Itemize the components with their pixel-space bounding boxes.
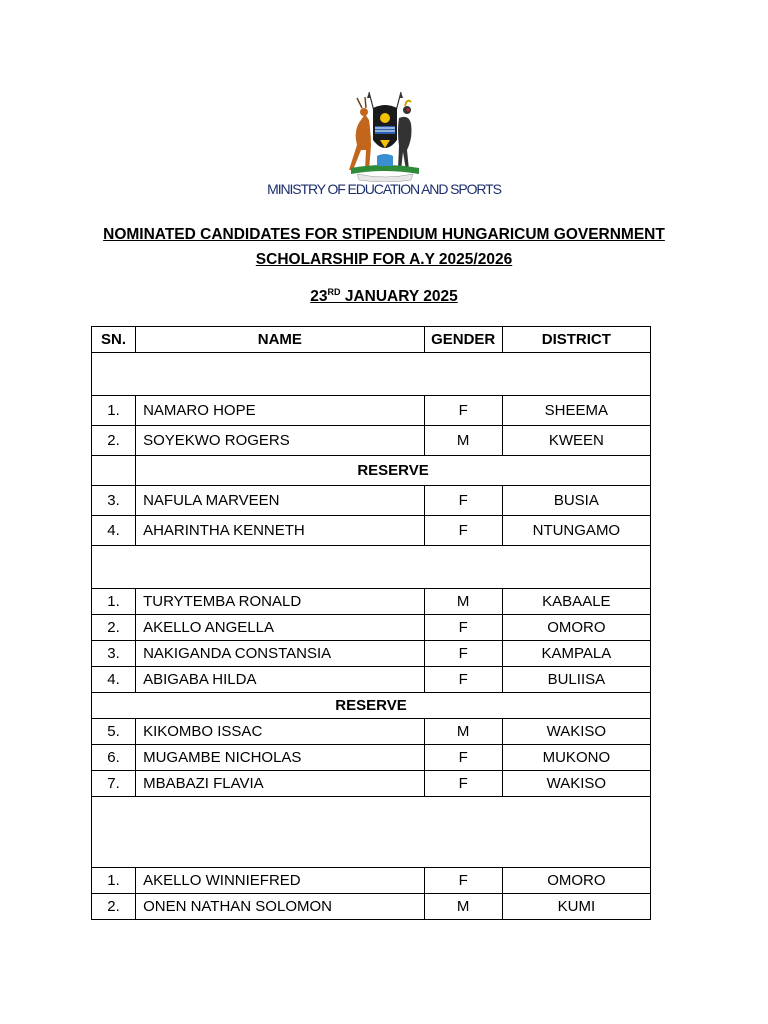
cell-gender: F bbox=[424, 667, 502, 693]
table-row bbox=[92, 486, 651, 516]
table-row bbox=[92, 641, 651, 667]
cell-name: ABIGABA HILDA bbox=[136, 667, 425, 693]
cell-name: KIKOMBO ISSAC bbox=[136, 719, 425, 745]
reserve-label: RESERVE bbox=[92, 693, 651, 719]
cell-sn: 2. bbox=[92, 426, 136, 456]
cell-gender: M bbox=[424, 894, 502, 920]
cell-sn: 1. bbox=[92, 396, 136, 426]
cell-district: OMORO bbox=[502, 615, 650, 641]
table-header-row bbox=[92, 327, 651, 353]
cell-district: KUMI bbox=[502, 894, 650, 920]
cell-name: AKELLO WINNIEFRED bbox=[136, 868, 425, 894]
header-district: DISTRICT bbox=[502, 327, 650, 353]
cell-gender: F bbox=[424, 745, 502, 771]
date-month-year: JANUARY 2025 bbox=[340, 288, 458, 305]
table-row bbox=[92, 426, 651, 456]
document-date bbox=[0, 288, 768, 306]
cell-name: NAMARO HOPE bbox=[136, 396, 425, 426]
cell-gender: F bbox=[424, 868, 502, 894]
cell-name: SOYEKWO ROGERS bbox=[136, 426, 425, 456]
cell-sn: 1. bbox=[92, 589, 136, 615]
cell-district: KABAALE bbox=[502, 589, 650, 615]
cell-district: NTUNGAMO bbox=[502, 516, 650, 546]
blank-cell bbox=[92, 353, 651, 396]
cell-gender: F bbox=[424, 615, 502, 641]
cell-district: OMORO bbox=[502, 868, 650, 894]
cell-gender: F bbox=[424, 516, 502, 546]
cell-gender: M bbox=[424, 426, 502, 456]
reserve-row bbox=[92, 456, 651, 486]
group-separator bbox=[92, 546, 651, 589]
ministry-name: MINISTRY OF EDUCATION AND SPORTS bbox=[267, 181, 501, 197]
date-day: 23 bbox=[310, 288, 328, 305]
cell-sn: 6. bbox=[92, 745, 136, 771]
blank-cell bbox=[92, 546, 651, 589]
cell-district: KAMPALA bbox=[502, 641, 650, 667]
cell-gender: M bbox=[424, 589, 502, 615]
cell-gender: F bbox=[424, 771, 502, 797]
reserve-label: RESERVE bbox=[136, 456, 651, 486]
cell-sn: 3. bbox=[92, 641, 136, 667]
header-name: NAME bbox=[136, 327, 425, 353]
cell-sn: 4. bbox=[92, 516, 136, 546]
cell-sn: 3. bbox=[92, 486, 136, 516]
table-row bbox=[92, 771, 651, 797]
cell-district: BULIISA bbox=[502, 667, 650, 693]
cell-district: MUKONO bbox=[502, 745, 650, 771]
table-row bbox=[92, 615, 651, 641]
reserve-row bbox=[92, 693, 651, 719]
header-sn: SN. bbox=[92, 327, 136, 353]
cell-gender: F bbox=[424, 641, 502, 667]
cell-sn: 5. bbox=[92, 719, 136, 745]
cell-name: TURYTEMBA RONALD bbox=[136, 589, 425, 615]
cell-sn: 7. bbox=[92, 771, 136, 797]
candidates-table bbox=[91, 326, 651, 920]
document-title-line-1: NOMINATED CANDIDATES FOR STIPENDIUM HUNGARICUM GOVERNMENT bbox=[103, 226, 665, 243]
cell-name: AHARINTHA KENNETH bbox=[136, 516, 425, 546]
date-suffix: RD bbox=[327, 286, 341, 297]
cell-sn: 2. bbox=[92, 615, 136, 641]
table-row bbox=[92, 868, 651, 894]
document-title-line-2: SCHOLARSHIP FOR A.Y 2025/2026 bbox=[255, 251, 513, 268]
table-row bbox=[92, 396, 651, 426]
table-row bbox=[92, 894, 651, 920]
cell-gender: M bbox=[424, 719, 502, 745]
cell-name: AKELLO ANGELLA bbox=[136, 615, 425, 641]
cell-district: WAKISO bbox=[502, 771, 650, 797]
cell-district: SHEEMA bbox=[502, 396, 650, 426]
uganda-coat-of-arms bbox=[339, 90, 431, 182]
cell-gender: F bbox=[424, 486, 502, 516]
cell-name: ONEN NATHAN SOLOMON bbox=[136, 894, 425, 920]
cell-gender: F bbox=[424, 396, 502, 426]
table-row bbox=[92, 589, 651, 615]
cell-district: WAKISO bbox=[502, 719, 650, 745]
cell-sn: 4. bbox=[92, 667, 136, 693]
group-separator bbox=[92, 797, 651, 868]
cell-name: NAKIGANDA CONSTANSIA bbox=[136, 641, 425, 667]
blank-cell bbox=[92, 456, 136, 486]
table-row bbox=[92, 516, 651, 546]
cell-name: MUGAMBE NICHOLAS bbox=[136, 745, 425, 771]
header-gender: GENDER bbox=[424, 327, 502, 353]
cell-sn: 2. bbox=[92, 894, 136, 920]
table-row bbox=[92, 667, 651, 693]
blank-cell bbox=[92, 797, 651, 868]
table-row bbox=[92, 745, 651, 771]
cell-sn: 1. bbox=[92, 868, 136, 894]
table-row bbox=[92, 719, 651, 745]
cell-district: BUSIA bbox=[502, 486, 650, 516]
cell-name: MBABAZI FLAVIA bbox=[136, 771, 425, 797]
group-separator bbox=[92, 353, 651, 396]
cell-district: KWEEN bbox=[502, 426, 650, 456]
cell-name: NAFULA MARVEEN bbox=[136, 486, 425, 516]
